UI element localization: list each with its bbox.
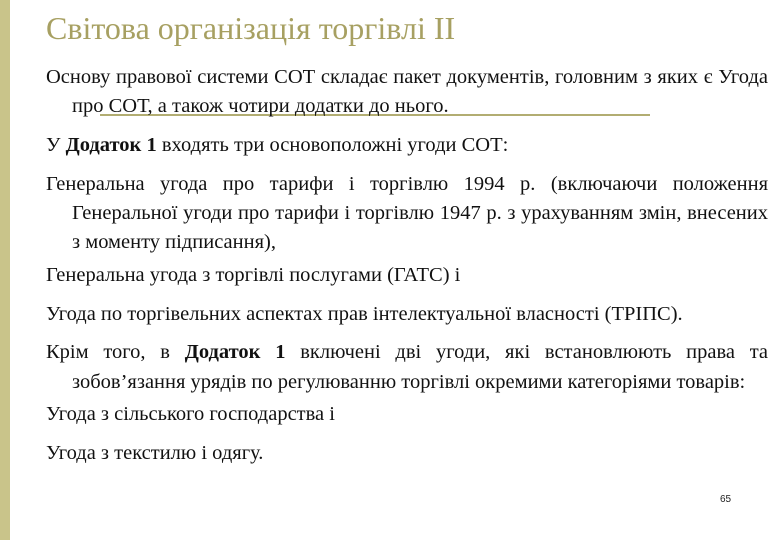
paragraph-annex-one-intro [46, 131, 768, 160]
paragraph-trips: Угода по торгівельних аспектах прав інтелектуальної власності (ТРІПС). [46, 302, 683, 325]
paragraph-gatt: Генеральна угода про тарифи і торгівлю 1994 р. (включаючи положення Генеральної угоди про тарифи і торгівлю 1947 р. з урахуванням змін, внесених з моменту підписання), [46, 172, 768, 254]
paragraph-textiles: Угода з текстилю і одягу. [46, 441, 264, 464]
page-number: 65 [720, 494, 732, 505]
slide-title: Світова організація торгівлі ІІ [46, 10, 456, 46]
paragraph-agriculture: Угода з сільського господарства і [46, 402, 335, 425]
paragraph-additional-agreements [46, 338, 768, 397]
annex-reference: Додаток 1 [184, 341, 286, 364]
paragraph-text: У [46, 134, 66, 157]
paragraph-text: Крім того, в [46, 341, 185, 364]
slide-content [46, 63, 768, 468]
paragraph-text: входять три основоположні угоди СОТ: [156, 134, 509, 157]
paragraph-legal-system: Основу правової системи СОТ складає пакет документів, головним з яких є Угода про СОТ, а також чотири додатки до нього. [46, 66, 768, 118]
annex-reference: Додаток 1 [65, 134, 157, 157]
paragraph-gats: Генеральна угода з торгівлі послугами (ГАТС) і [46, 263, 461, 286]
left-accent-bar [0, 0, 10, 540]
paragraph-text: включені дві угоди, які встановлюють права та зобов’язання урядів по регулюванню торгівлі окремими категоріями товарів: [72, 341, 769, 393]
